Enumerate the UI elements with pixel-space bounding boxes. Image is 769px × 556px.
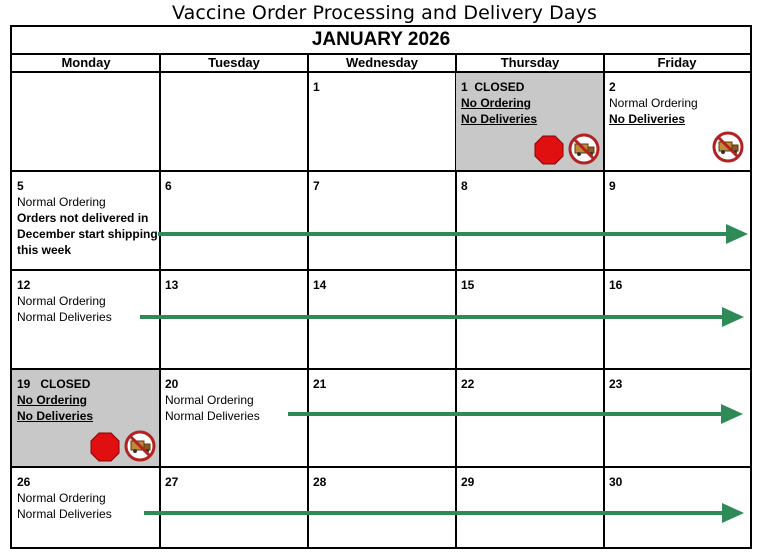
normal-deliveries-label: Normal Deliveries — [17, 310, 112, 324]
day-number: 27 — [165, 475, 179, 489]
note-line: this week — [17, 243, 72, 257]
day-number: 15 — [461, 278, 475, 292]
day-number: 9 — [609, 179, 616, 193]
day-cell — [160, 172, 307, 269]
day-cell — [160, 271, 307, 368]
no-delivery-truck-icon — [712, 131, 744, 163]
day-cell — [12, 468, 159, 547]
weekday-monday: Monday — [61, 55, 111, 70]
day-number: 21 — [313, 377, 327, 391]
weekday-wednesday: Wednesday — [345, 55, 418, 70]
continuation-arrow — [140, 315, 722, 319]
no-ordering-label: No Ordering — [17, 393, 88, 407]
normal-ordering-label: Normal Ordering — [165, 393, 254, 407]
no-deliveries-label: No Deliveries — [17, 409, 94, 423]
day-cell — [12, 271, 159, 368]
day-number: 2 — [609, 80, 616, 94]
month-title: JANUARY 2026 — [12, 27, 750, 55]
day-cell — [604, 172, 750, 269]
day-cell — [308, 73, 455, 170]
day-number: 22 — [461, 377, 475, 391]
day-number: 12 — [17, 278, 31, 292]
day-number: 7 — [313, 179, 320, 193]
no-delivery-truck-icon — [124, 430, 156, 462]
day-number: 5 — [17, 179, 24, 193]
no-deliveries-label: No Deliveries — [461, 112, 538, 126]
day-number: 1 — [313, 80, 320, 94]
day-cell-closed — [12, 370, 159, 466]
day-cell — [12, 172, 159, 269]
normal-ordering-label: Normal Ordering — [17, 491, 106, 505]
closed-label: CLOSED — [40, 377, 91, 391]
no-delivery-truck-icon — [568, 133, 600, 165]
no-ordering-label: No Ordering — [461, 96, 532, 110]
stop-sign-icon — [90, 432, 120, 462]
day-cell — [456, 271, 603, 368]
stop-sign-icon — [534, 135, 564, 165]
day-cell — [308, 370, 455, 466]
day-cell — [456, 172, 603, 269]
no-deliveries-label: No Deliveries — [609, 112, 686, 126]
day-number: 6 — [165, 179, 172, 193]
day-number: 26 — [17, 475, 31, 489]
day-number: 20 — [165, 377, 179, 391]
day-cell — [604, 73, 750, 170]
normal-deliveries-label: Normal Deliveries — [17, 507, 112, 521]
weekday-thursday: Thursday — [500, 55, 560, 70]
day-cell — [160, 468, 307, 547]
continuation-arrow — [158, 232, 726, 236]
weekday-friday: Friday — [657, 55, 697, 70]
day-number: 8 — [461, 179, 468, 193]
day-number: 30 — [609, 475, 623, 489]
day-cell — [308, 172, 455, 269]
day-cell — [456, 370, 603, 466]
day-number: 28 — [313, 475, 327, 489]
normal-deliveries-label: Normal Deliveries — [165, 409, 260, 423]
normal-ordering-label: Normal Ordering — [17, 294, 106, 308]
day-cell — [308, 468, 455, 547]
day-number: 29 — [461, 475, 475, 489]
day-cell-closed — [456, 73, 603, 170]
day-cell — [308, 271, 455, 368]
continuation-arrow — [144, 511, 722, 515]
day-number: 13 — [165, 278, 179, 292]
note-line: Orders not delivered in — [17, 211, 149, 225]
weekday-tuesday: Tuesday — [208, 55, 260, 70]
day-number: 1 — [461, 80, 468, 94]
day-cell — [456, 468, 603, 547]
day-cell — [160, 370, 307, 466]
note-line: December start shipping — [17, 227, 158, 241]
day-number: 19 — [17, 377, 31, 391]
normal-ordering-label: Normal Ordering — [17, 195, 106, 209]
continuation-arrow — [288, 412, 721, 416]
closed-label: CLOSED — [474, 80, 525, 94]
day-number: 14 — [313, 278, 327, 292]
normal-ordering-label: Normal Ordering — [609, 96, 698, 110]
calendar — [10, 25, 752, 549]
day-number: 23 — [609, 377, 623, 391]
day-number: 16 — [609, 278, 623, 292]
document-title: Vaccine Order Processing and Delivery Days — [172, 2, 597, 24]
weekday-header-row — [12, 55, 750, 73]
